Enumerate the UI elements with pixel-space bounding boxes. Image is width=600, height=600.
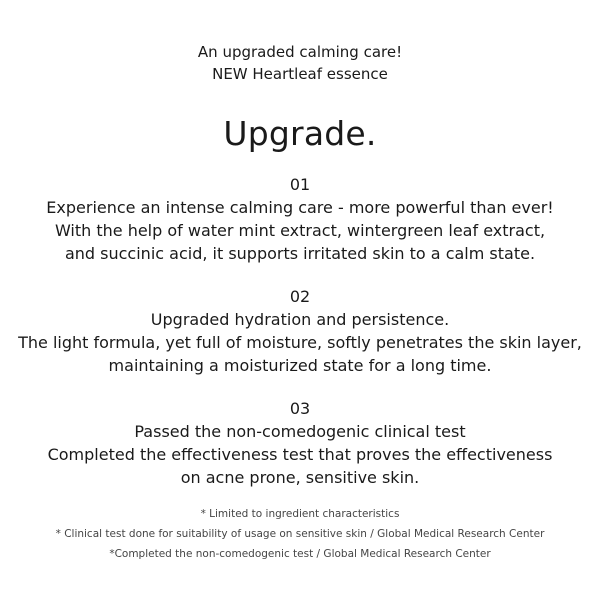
- section-line: The light formula, yet full of moisture, softly penetrates the skin layer,: [18, 333, 582, 352]
- footnote: *Completed the non-comedogenic test / Global Medical Research Center: [109, 548, 491, 560]
- feature-section-3: [0, 397, 600, 489]
- section-line: maintaining a moisturized state for a long time.: [108, 356, 492, 375]
- section-number: 01: [289, 175, 311, 194]
- section-number: 02: [289, 287, 311, 306]
- page-title: Upgrade.: [223, 114, 377, 153]
- footnote: * Clinical test done for suitability of usage on sensitive skin / Global Medical Research Center: [55, 528, 545, 540]
- feature-section-1: [0, 173, 600, 265]
- feature-section-2: [0, 285, 600, 377]
- section-line: Passed the non-comedogenic clinical test: [134, 422, 466, 441]
- section-line: With the help of water mint extract, wintergreen leaf extract,: [54, 221, 546, 240]
- intro-block: [0, 41, 600, 85]
- section-line: Completed the effectiveness test that proves the effectiveness: [47, 445, 553, 464]
- section-number: 03: [289, 399, 311, 418]
- section-line: on acne prone, sensitive skin.: [180, 468, 420, 487]
- section-line: Upgraded hydration and persistence.: [150, 310, 450, 329]
- footnote: * Limited to ingredient characteristics: [200, 508, 400, 520]
- section-line: and succinic acid, it supports irritated skin to a calm state.: [64, 244, 536, 263]
- section-line: Experience an intense calming care - more powerful than ever!: [46, 198, 554, 217]
- intro-line: An upgraded calming care!: [197, 43, 403, 61]
- intro-subline: NEW Heartleaf essence: [212, 65, 388, 83]
- footnotes: [0, 504, 600, 564]
